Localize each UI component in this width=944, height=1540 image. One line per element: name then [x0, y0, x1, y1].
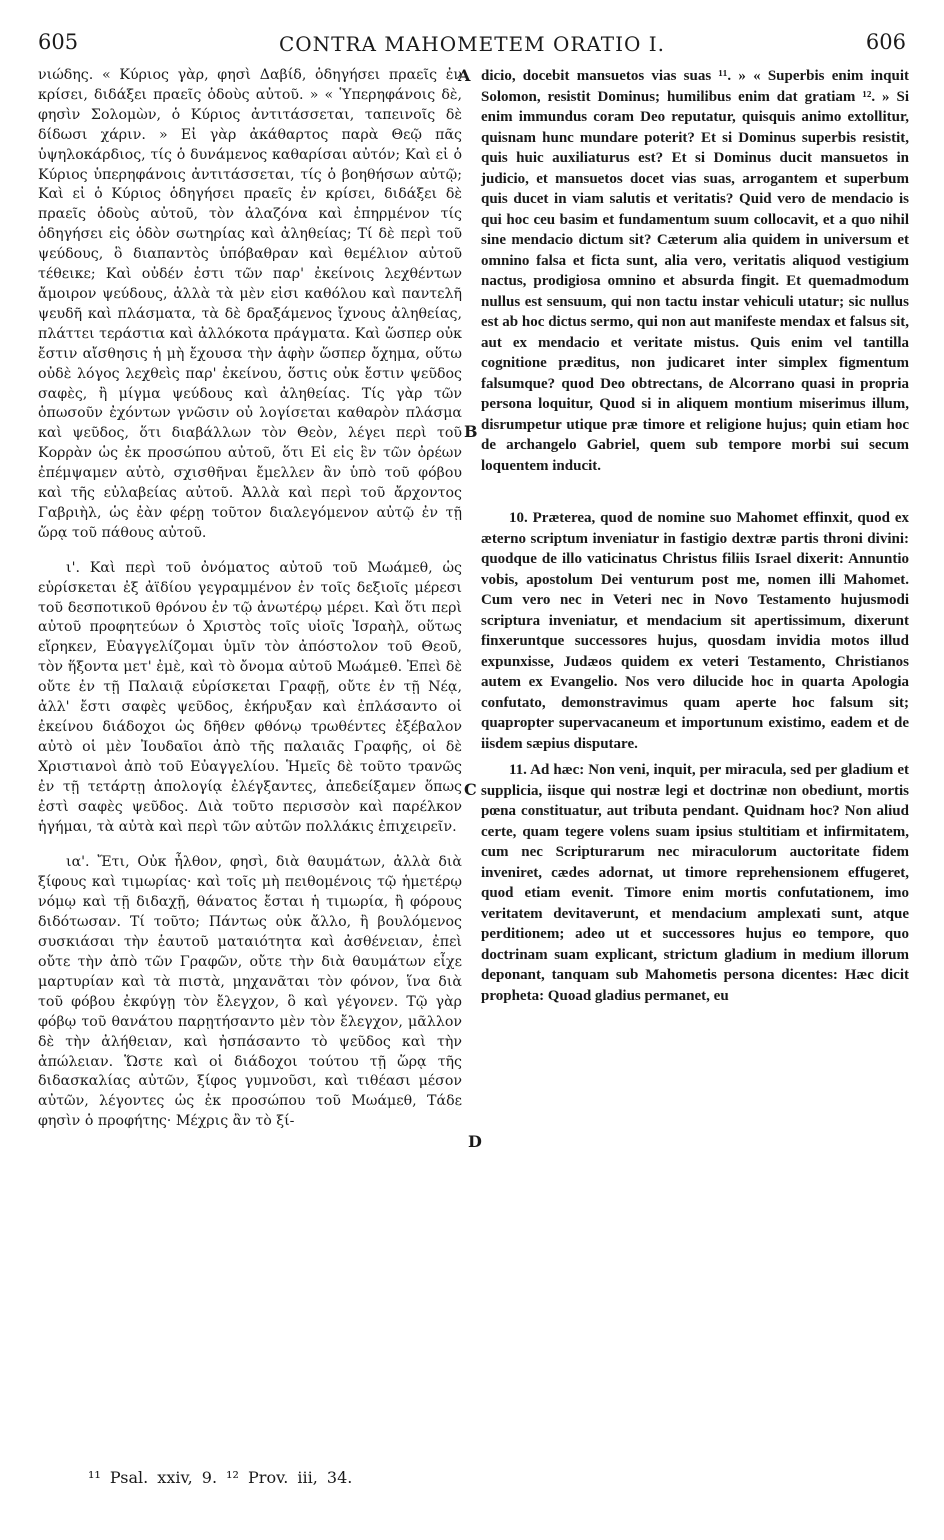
page-number-right: 606 [865, 30, 906, 54]
page-header [38, 30, 906, 60]
margin-marker-b: B [464, 422, 478, 441]
latin-paragraph-3: 11. Ad hæc: Non veni, inquit, per miracula, sed per gladium et supplicia, iisque qui nostræ legi et doctrinæ non obediunt, mortis pœna constituatur, aut tributa pendant. Quidnam hoc? Non aliud certe, quam tegere volens suam ipsius stultitiam et infirmitatem, cum nec Scripturarum nec miraculorum auctoritate fidem inveniret, cædes adornat, ut timore reprehensionem effugeret, quod etiam evenit. Timore enim mortis confutationem, imo veritatem devitaverunt, et mendacium amplexati sunt, atque perditionem; adeo ut et successores hujus eo tempore, quo doctrinam suam explicant, strictum gladium in medium illorum deponant, tanquam sub Mahometis persona dicentes: Hæc dicit propheta: Quoad gladius permanet, eu [481, 762, 909, 1004]
footnotes: ¹¹ Psal. xxiv, 9. ¹² Prov. iii, 34. [88, 1468, 353, 1487]
greek-paragraph-3: ια'. Ἔτι, Οὐκ ἦλθον, φησὶ, διὰ θαυμάτων, ἀλλὰ διὰ ξίφους καὶ τιμωρίας· καὶ τοῖς μὴ πειθομένοις τῷ ἡμετέρῳ νόμῳ καὶ τῇ διδαχῇ, θάνατος ἔσται ἡ τιμωρία, ἢ φόρους διδότωσαν. Τί τοῦτο; Πάντως οὐκ ἄλλο, ἢ βουλόμενος συσκιάσαι τὴν ἑαυτοῦ ματαιότητα καὶ ἀσθένειαν, ἐπεὶ οὔτε τὴν ἀπὸ τῶν Γραφῶν, οὔτε τὴν διὰ θαυμάτων εἶχε μαρτυρίαν καὶ τὰ πιστὰ, μηχανᾶται τὸν φόνον, ἵνα διὰ τοῦ φόβου ἐκφύγῃ τὸν ἔλεγχον, ὃ καὶ γέγονεν. Τῷ γὰρ φόβῳ τοῦ θανάτου παρῃτήσαντο μὲν τὸν ἔλεγχον, μᾶλλον δὲ τὴν ἀλήθειαν, καὶ ἠσπάσαντο τὸ ψεῦδος καὶ τὴν ἀπώλειαν. Ὥστε καὶ οἱ διάδοχοι τούτου τῇ ὥρᾳ τῆς διδασκαλίας αὐτῶν, ξίφος γυμνοῦσι, καὶ τιθέασι μέσον αὐτῶν, λέγοντες ὡς ἐκ προσώπου τοῦ Μωάμεθ, Τάδε φησὶν ὁ προφήτης· Μέχρις ἂν τὸ ξί- [38, 854, 462, 1130]
greek-paragraph-1: νιώδης. « Κύριος γὰρ, φησὶ Δαβίδ, ὁδηγήσει πραεῖς ἐν κρίσει, διδάξει πραεῖς ὁδοὺς αὐτοῦ. » « Ὑπερηφάνοις δὲ, φησὶν Σολομὼν, ὁ Κύριος ἀντιτάσσεται, ταπεινοῖς δὲ δίδωσι χάριν. » Εἰ γὰρ ἀκάθαρτος παρὰ Θεῷ πᾶς ὑψηλοκάρδιος, τίς ὁ δυνάμενος καθαρίσαι αὐτόν; Καὶ εἰ ὁ Κύριος ὑπερηφάνοις ἀντιτάσσεται, τίς ὁ βοηθήσων αὐτῷ; Καὶ εἰ ὁ Κύριος ὁδηγήσει πραεῖς ἐν κρίσει, διδάξει δὲ πραεῖς ὁδοὺς αὐτοῦ, τὸν ἀλαζόνα καὶ ἐπηρμένον τίς ὁδηγήσει εἰς ὁδὸν σωτηρίας καὶ ἀληθείας; Τί δὲ περὶ τοῦ ψεύδους, ὃ διαπαντὸς ὑπόβαθραν καὶ θεμέλιον αὐτοῦ τέθεικε; Καὶ οὐδέν ἐστι τῶν παρ' ἐκείνοις λεχθέντων ἄμοιρον ψεύδους, ἀλλὰ τὰ μὲν εἰσι καθόλου καὶ παντελῆ ψευδῆ καὶ πλάσματα, τὰ δὲ δραξάμενος ἴχνους ἀληθείας, πλάττει τεράστια καὶ ἀλλόκοτα πράγματα. Καὶ ὥσπερ οὐκ ἔστιν αἴσθησις ἡ μὴ ἔχουσα τὴν ἁφὴν ὥσπερ ὄχημα, οὕτω οὐδὲ λόγος λεχθεὶς παρ' ἐκείνου, ὅστις οὐκ ἔστιν ψεῦδος σαφὲς, ἢ μίγμα ψεύδους καὶ ἀληθείας. Τίς γὰρ τῶν ὁπωσοῦν ἐχόντων γνῶσιν οὐ λογίσεται καθαρὸν πλάσμα καὶ ψεῦδος, ὅτι διαβάλλων τὸν Θεὸν, λέγει περὶ τοῦ Κορρὰν ὡς ἐκ προσώπου αὐτοῦ, ὅτι Εἰ εἰς ἓν τῶν ὀρέων ἐπέμψαμεν αὐτὸ, σχισθῆναι ἔμελλεν ἂν ὑπὸ τοῦ φόβου καὶ τῆς εὐλαβείας αὐτοῦ. Ἀλλὰ καὶ περὶ τοῦ ἄρχοντος Γαβριὴλ, ὡς ἐὰν φέρῃ τοῦτον διαλεγόμενον αὐτῷ ἐν τῇ ὥρᾳ τοῦ πάθους αὐτοῦ. [38, 67, 462, 541]
margin-marker-c: C [464, 780, 477, 799]
greek-paragraph-2: ι'. Καὶ περὶ τοῦ ὀνόματος αὐτοῦ τοῦ Μωάμεθ, ὡς εὑρίσκεται ἐξ ἀϊδίου γεγραμμένον ἐν τοῖς δεξιοῖς μέρεσι τοῦ δεσποτικοῦ θρόνου ἐν τῷ ἀνωτέρῳ μέρει. Καὶ ὅτι περὶ αὐτοῦ προφητεύων ὁ Χριστὸς τοῖς υἱοῖς Ἰσραὴλ, οὕτως εἴρηκεν, Εὐαγγελίζομαι ὑμῖν τὸν ἀπόστολον τοῦ Θεοῦ, τὸν ἥξοντα μετ' ἐμὲ, καὶ τὸ ὄνομα αὐτοῦ Μωάμεθ. Ἐπεὶ δὲ οὔτε ἐν τῇ Παλαιᾷ εὑρίσκεται Γραφῇ, οὔτε ἐν τῇ Νέᾳ, ἀλλ' ἔστι σαφὲς ψεῦδος, ἐκήρυξαν καὶ ἐπλάσαντο οἱ ἐκείνου διάδοχοι ὡς δῆθεν φθόνῳ τρωθέντες ἐξέβαλον αὐτὸ οἱ μὲν Ἰουδαῖοι ἀπὸ τῆς παλαιᾶς Γραφῆς, οἱ δὲ Χριστιανοὶ ἀπὸ τοῦ Εὐαγγελίου. Ἡμεῖς δὲ τοῦτο τρανῶς ἐν τῇ τετάρτῃ ἀπολογίᾳ ἐλέγξαντες, ἀπεδείξαμεν ὅπως ἐστὶ σαφὲς ψεῦδος. Διὰ τοῦτο περισσὸν καὶ παρέλκον ἡγήμαι, τὰ αὐτὰ καὶ περὶ τῶν αὐτῶν πολλάκις ἐπιχειρεῖν. [38, 559, 462, 835]
latin-paragraph-2: 10. Præterea, quod de nomine suo Mahomet effinxit, quod ex æterno scriptum inveniatur in fastigio dextræ partis throni divini: quodque de illo vaticinatus Christus filiis Israel dixerit: Annuntio vobis, apostolum Dei venturum post me, nomen illi Mahomet. Cum vero nec in Veteri nec in Novo Testamento hujusmodi scriptura inveniatur, et mendacium sit apertissimum, dixerunt finxeruntque successores hujus, quosdam invidia motos illud expunxisse, Judæos quidem ex veteri Testamento, Christianos autem ex Evangelio. Nos vero dilucide hoc in quarta Apologia confutato, demonstravimus quam aperte hoc falsum sit; quapropter supervacaneum et importunum existimo, eadem et de iisdem sæpius disputare. [481, 510, 909, 752]
margin-marker-a: A [458, 66, 471, 85]
latin-paragraph-1: dicio, docebit mansuetos vias suas ¹¹. » « Superbis enim inquit Solomon, resistit Dominus; humilibus enim dat gratiam ¹². » Si enim immundus coram Deo reputatur, quisquis animo extollitur, quisnam hunc mundare poterit? Et si Dominus superbis resistit, quis huic auxiliaturus est? Et si Dominus ducit mansuetos in judicio, et mansuetos docet vias suas, arrogantem et superbum quis ducet in viam salutis et veritatis? Quid vero de mendacio is qui hoc ceu basim et fundamentum suum collocavit, et a quo nihil sine mendacio dictum sit? Cæterum alia quidem in universum et omnino falsa et ficta sunt, alia vero, veritatis aliquod vestigium nactus, prodigiosa omnino et absurda fingit. Et quemadmodum nullus est sensuum, qui non tactu instar vehiculi utatur; sic nullus est ab hoc dictus sermo, qui non aut manifeste mendax et falsus sit, aut ex mendacio et veritate mistus. Quis enim vel tantilla cognitione præditus, non judicaret inter simplex figmentum falsumque? quod Deo obtrectans, de Alcorrano quasi in propria persona loquitur, Quod si in aliquem montium miserimus illum, disrumpetur utique præ timore et religione hujus; quin etiam hoc de archangelo Gabriel, quem sub tempore morbi sui secum loquentem inducit. [481, 68, 909, 474]
margin-marker-d: D [468, 1132, 482, 1151]
latin-column [481, 66, 909, 1006]
running-title: CONTRA MAHOMETEM ORATIO I. [278, 32, 666, 56]
page-number-left: 605 [38, 30, 79, 54]
greek-column [38, 66, 462, 1132]
